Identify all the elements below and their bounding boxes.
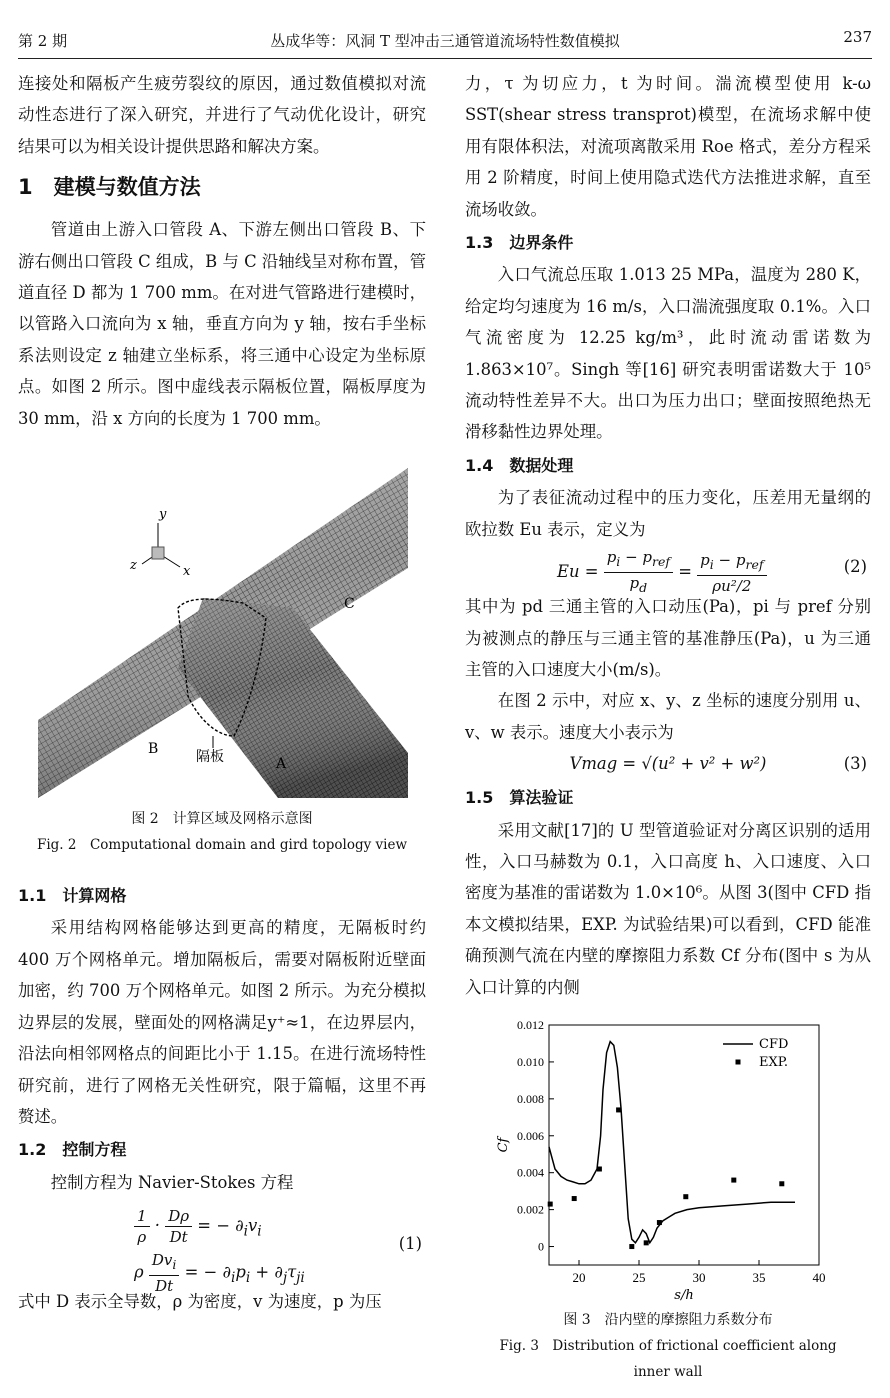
x-tick-label: 30 [692,1269,706,1285]
running-header [18,22,872,59]
eq3-number: (3) [843,754,867,774]
equation-2 [465,545,871,596]
eq2-body: Eu = $\frac{p_i - p_{ref}}{p_d}$ = $\frac{p_i - p_{ref}}{\text{ρu²/2}}$ [557,547,767,598]
exp-point [683,1194,688,1199]
section-1-heading: 1 建模与数值方法 [18,175,201,200]
y-tick-label: 0.006 [517,1128,544,1143]
cfd-line [549,1042,795,1243]
legend-cfd-label: CFD [759,1036,789,1052]
section-1-2-heading: 1.2 控制方程 [18,1140,127,1160]
axis-y-label: y [159,507,167,523]
mesh-paragraph: 采用结构网格能够达到更高的精度，无隔板时约 400 万个网格单元。增加隔板后，需要对隔板附近壁面加密，约 700 万个网格单元。如图 2 所示。为充分模拟边界层的发展，壁面处的网格满足y⁺≈1，在边界层内，沿法向相邻网格点的间距比小于 1.15。在进行流场特性研究前，进行了网格无关性研究，限于篇幅，这里不再赘述。 [18,918,426,1126]
boundary-paragraph: 入口气流总压取 1.013 25 MPa，温度为 280 K，给定均匀速度为 16 m/s，入口湍流强度取 0.1%。入口气流密度为 12.25 kg/m³，此时流动雷诺数为 1.863×10⁷。Singh 等[16] 研究表明雷诺数大于 10⁵ 流动特性差异不大。出口为压力出口；壁面按照绝热无滑移黏性边界处理。 [465,265,871,442]
label-C: C [344,596,355,613]
eq1-line1: $\frac{1}{\rho}$ · $\frac{D\rho}{Dt}$ = − $\partial_iv_i$ [134,1206,262,1248]
legend-exp-label: EXP. [759,1054,788,1070]
right-column [465,68,871,1385]
exp-point [657,1220,662,1225]
exp-point [644,1240,649,1245]
figure-2-caption-zh: 图 2 计算区域及网格示意图 [131,811,313,828]
figure-3-caption-en-2: inner wall [633,1363,703,1380]
figure-3-caption-zh: 图 3 沿内壁的摩擦阻力系数分布 [563,1311,773,1328]
section-1-3-heading: 1.3 边界条件 [465,233,574,253]
exp-point [616,1107,621,1112]
eq3-body: Vmag = √(u² + v² + w²) [569,754,767,774]
validation-paragraph: 采用文献[17]的 U 型管道验证对分离区识别的适用性，入口马赫数为 0.1，入口高度 h、入口速度、入口密度为基准的雷诺数为 1.0×10⁶。从图 3(图中 CFD 指本文模拟结果，EXP. 为试验结果)可以看到，CFD 能准确预测气流在内壁的摩擦阻力系数 Cf 分布(图中 s 为从入口计算的内侧 [465,820,871,997]
exp-point [548,1202,553,1207]
x-tick-label: 35 [752,1269,766,1285]
y-axis-label: Cf [496,1137,511,1153]
section-1-5-heading: 1.5 算法验证 [465,788,574,808]
axis-z-label: z [130,558,137,574]
section-1-4-heading: 1.4 数据处理 [465,455,574,475]
data-processing-paragraph: 为了表征流动过程中的压力变化，压差用无量纲的欧拉数 Eu 表示，定义为 [465,488,871,539]
y-tick-label: 0.002 [517,1202,544,1217]
exp-point [572,1196,577,1201]
model-paragraph: 管道由上游入口管段 A、下游左侧出口管段 B、下游右侧出口管段 C 组成，B 与 C 沿轴线呈对称布置，管道直径 D 都为 1 700 mm。在对进气管路进行建模时，以管路入口流向为 x 轴，垂直方向为 y 轴，按右手坐标系法则设定 z 轴建立坐标系，将三通中心设定为坐标原点。如图 2 所示。图中虚线表示隔板位置，隔板厚度为 30 mm，沿 x 方向的长度为 1 700 mm。 [18,220,426,428]
equation-1 [18,1202,426,1296]
axis-x-label: x [183,564,191,580]
figure-3-caption-en-1: Fig. 3 Distribution of frictional coefficient along [499,1337,837,1354]
turbulence-paragraph: 力，τ 为切应力，t 为时间。湍流模型使用 k-ω SST(shear stress transprot)模型，在流场求解中使用有限体积法，对流项离散采用 Roe 格式，差分方程采用 2 阶精度，时间上使用隐式迭代方法推进求解，直至流场收敛。 [465,74,871,219]
y-tick-label: 0.008 [517,1091,544,1106]
issue-number: 第 2 期 [18,32,68,50]
x-tick-label: 40 [812,1269,826,1285]
exp-point [779,1181,784,1186]
x-tick-label: 25 [632,1269,646,1285]
cf-chart [491,1013,831,1303]
symbol-notes: 其中为 pd 三通主管的入口动压(Pa)，pi 与 pref 分别为被测点的静压与三通主管的基准静压(Pa)，u 为三通主管的入口速度大小(m/s)。 [465,597,871,679]
label-A: A [276,756,287,773]
section-1-1-heading: 1.1 计算网格 [18,886,127,906]
legend-exp-swatch [736,1059,741,1064]
y-tick-label: 0.012 [517,1017,544,1032]
velocity-paragraph: 在图 2 示中，对应 x、y、z 坐标的速度分别用 u、v、w 表示。速度大小表示为 [465,691,871,742]
eq2-number: (2) [843,557,867,577]
label-plate: 隔板 [196,749,224,766]
equation-3 [465,748,871,780]
y-tick-label: 0 [538,1239,544,1254]
label-B: B [148,741,159,758]
figure-2-mesh [38,468,408,798]
governing-notes: 式中 D 表示全导数，ρ 为密度，v 为速度，p 为压 [18,1292,382,1312]
figure-2-caption-en: Fig. 2 Computational domain and gird topology view [36,837,408,854]
eq1-line2: ρ $\frac{Dv_i}{Dt}$ = − $\partial_ip_i + \partial_j\tau_{ji}$ [134,1251,305,1296]
x-axis-label: s/h [674,1287,694,1303]
exp-point [597,1166,602,1171]
x-tick-label: 20 [572,1269,586,1285]
exp-point [731,1178,736,1183]
figure-3-chart [491,1013,831,1303]
mesh-illustration [38,468,408,798]
running-title: 丛成华等：风洞 T 型冲击三通管道流场特性数值模拟 [270,32,620,50]
exp-point [629,1244,634,1249]
governing-intro: 控制方程为 Navier-Stokes 方程 [50,1172,294,1192]
eq1-number: (1) [398,1234,422,1254]
y-tick-label: 0.004 [517,1165,544,1180]
page-number: 237 [843,28,872,46]
y-tick-label: 0.010 [517,1054,544,1069]
intro-paragraph: 连接处和隔板产生疲劳裂纹的原因，通过数值模拟对流动性态进行了深入研究，并进行了气动优化设计，研究结果可以为相关设计提供思路和解决方案。 [18,74,426,156]
left-column [18,68,426,1318]
